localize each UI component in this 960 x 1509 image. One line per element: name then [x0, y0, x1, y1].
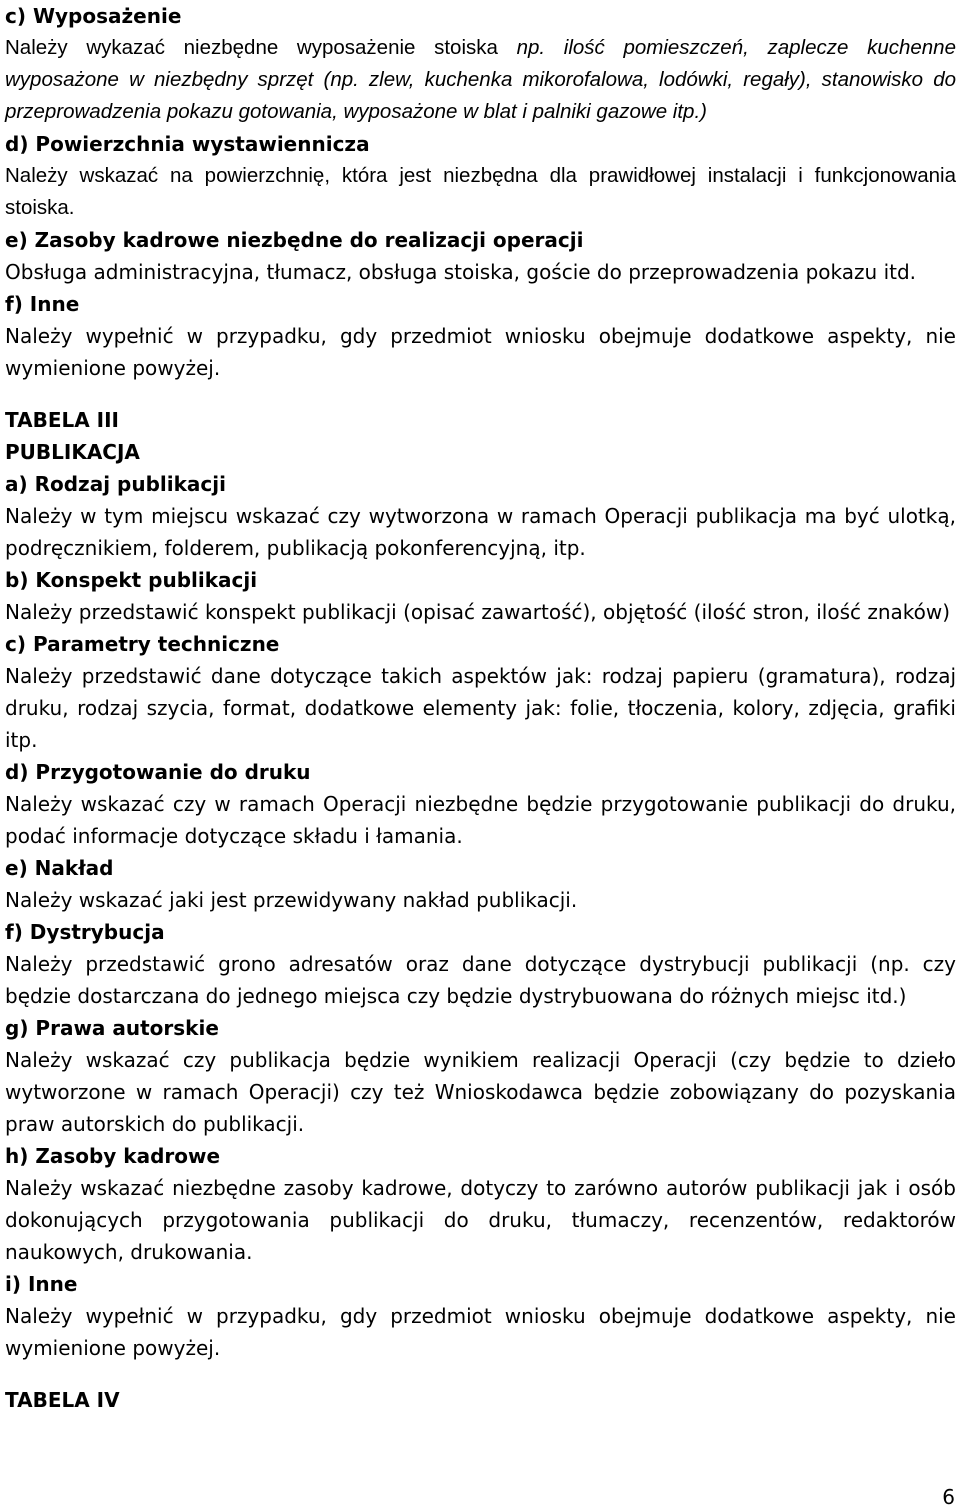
section-paragraph	[5, 1172, 956, 1268]
section-paragraph	[5, 256, 956, 288]
section-heading: a) Rodzaj publikacji	[5, 472, 226, 496]
section-heading: c) Parametry techniczne	[5, 632, 280, 656]
paragraph-text: Należy w tym miejscu wskazać czy wytworzona w ramach Operacji publikacja ma być ulotką, podręcznikiem, folderem, publikacją pokonferencyjną, itp.	[5, 504, 956, 560]
section-paragraph	[5, 884, 956, 916]
section-paragraph	[5, 320, 956, 384]
section-heading: d) Powierzchnia wystawiennicza	[5, 132, 370, 156]
paragraph-text: Należy wskazać na powierzchnię, która jest niezbędna dla prawidłowej instalacji i funkcjonowania stoiska.	[5, 164, 956, 219]
paragraph-text: Należy wskazać niezbędne zasoby kadrowe, dotyczy to zarówno autorów publikacji jak i osób dokonujących przygotowania publikacji do druku, tłumaczy, recenzentów, redaktorów naukowych, drukowania.	[5, 1176, 956, 1264]
section-heading: PUBLIKACJA	[5, 440, 140, 464]
section-paragraph	[5, 948, 956, 1012]
section-heading: g) Prawa autorskie	[5, 1016, 219, 1040]
section-heading: e) Zasoby kadrowe niezbędne do realizacji operacji	[5, 228, 584, 252]
section-heading: TABELA III	[5, 408, 119, 432]
section-heading: f) Dystrybucja	[5, 920, 165, 944]
section-heading: d) Przygotowanie do druku	[5, 760, 311, 784]
section-paragraph	[5, 32, 956, 128]
document-page	[5, 0, 956, 1416]
section-paragraph	[5, 788, 956, 852]
section-paragraph	[5, 1044, 956, 1140]
section-heading: TABELA IV	[5, 1388, 120, 1412]
paragraph-text: Należy wskazać jaki jest przewidywany nakład publikacji.	[5, 888, 578, 912]
section-heading: i) Inne	[5, 1272, 78, 1296]
paragraph-text: Należy przedstawić konspekt publikacji (opisać zawartość), objętość (ilość stron, ilość znaków)	[5, 600, 951, 624]
paragraph-text: Należy wypełnić w przypadku, gdy przedmiot wniosku obejmuje dodatkowe aspekty, nie wymienione powyżej.	[5, 324, 956, 380]
section-paragraph	[5, 1300, 956, 1364]
section-paragraph	[5, 500, 956, 564]
paragraph-text: Obsługa administracyjna, tłumacz, obsługa stoiska, goście do przeprowadzenia pokazu itd.	[5, 260, 917, 284]
paragraph-text: Należy przedstawić grono adresatów oraz dane dotyczące dystrybucji publikacji (np. czy będzie dostarczana do jednego miejsca czy będzie dystrybuowana do różnych miejsc itd.)	[5, 952, 956, 1008]
section-paragraph	[5, 660, 956, 756]
paragraph-text: Należy przedstawić dane dotyczące takich aspektów jak: rodzaj papieru (gramatura), rodzaj druku, rodzaj szycia, format, dodatkowe elementy jak: folie, tłoczenia, kolory, zdjęcia, grafiki itp.	[5, 664, 956, 752]
section-heading: b) Konspekt publikacji	[5, 568, 258, 592]
paragraph-text: Należy wskazać czy publikacja będzie wynikiem realizacji Operacji (czy będzie to dzieło wytworzone w ramach Operacji) czy też Wnioskodawca będzie zobowiązany do pozyskania praw autorskich do publikacji.	[5, 1048, 956, 1136]
paragraph-text: Należy wykazać niezbędne wyposażenie stoiska	[5, 36, 517, 59]
paragraph-text: Należy wypełnić w przypadku, gdy przedmiot wniosku obejmuje dodatkowe aspekty, nie wymienione powyżej.	[5, 1304, 956, 1360]
paragraph-text: Należy wskazać czy w ramach Operacji niezbędne będzie przygotowanie publikacji do druku, podać informacje dotyczące składu i łamania.	[5, 792, 956, 848]
section-paragraph	[5, 596, 956, 628]
page-number: 6	[942, 1485, 955, 1509]
section-heading: h) Zasoby kadrowe	[5, 1144, 221, 1168]
paragraph-italic-text: np. ilość pomieszczeń, zaplecze kuchenne wyposażone w niezbędny sprzęt (np. zlew, kuchenka mikorofalowa, lodówki, regały), stanowisko do przeprowadzenia pokazu gotowania, wyposażone w blat i palniki gazowe itp.)	[5, 36, 956, 123]
section-heading: c) Wyposażenie	[5, 4, 182, 28]
section-heading: f) Inne	[5, 292, 80, 316]
section-heading: e) Nakład	[5, 856, 114, 880]
section-gap	[5, 1364, 956, 1384]
section-gap	[5, 384, 956, 404]
section-paragraph	[5, 160, 956, 224]
